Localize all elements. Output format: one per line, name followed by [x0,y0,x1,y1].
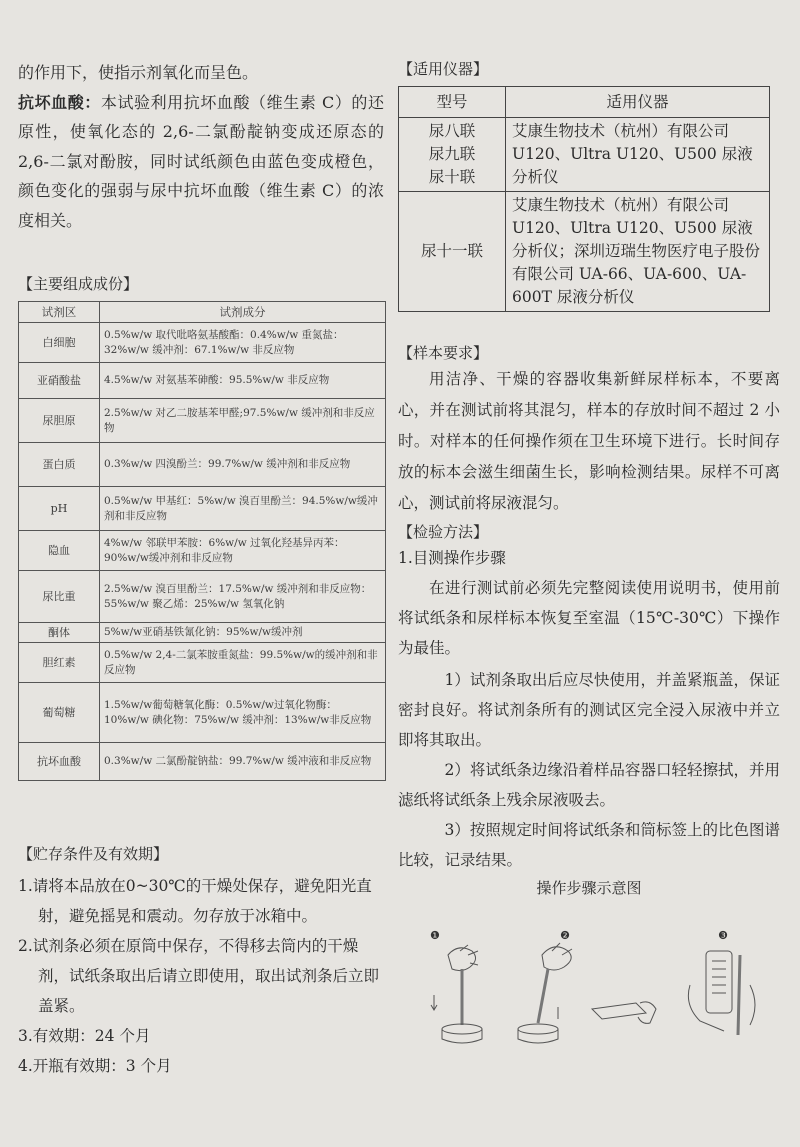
table-row [19,399,386,443]
instrument-heading: 【适用仪器】 [398,60,489,78]
operation-diagram-svg [420,925,770,1050]
table-row [399,118,770,192]
vitamin-c-paragraph [18,88,384,236]
reagent-value: 2.5%w/w 对乙二胺基苯甲醛;97.5%w/w 缓冲剂和非反应物 [100,399,386,443]
storage-item: 3.有效期：24 个月 [18,1027,151,1045]
reagent-name: 胆红素 [19,643,100,683]
reagent-name: 酮体 [19,623,100,643]
model-cell: 尿十一联 [399,192,506,312]
table-row [19,571,386,623]
instrument-cell: 艾康生物技术（杭州）有限公司 U120、Ultra U120、U500 尿液分析仪 [506,118,770,192]
reagent-name: 隐血 [19,531,100,571]
storage-item: 4.开瓶有效期：3 个月 [18,1057,172,1075]
reagent-value: 5%w/w亚硝基铁氰化钠：95%w/w缓冲剂 [100,623,386,643]
diagram-caption: 操作步骤示意图 [536,879,642,897]
method-step: 1）试剂条取出后应尽快使用，并盖紧瓶盖，保证密封良好。将试剂条所有的测试区完全浸入尿液中并立即将其取出。 [398,671,780,749]
table-row [19,323,386,363]
intro-line: 的作用下，使指示剂氧化而呈色。 [18,63,259,82]
reagent-name: 蛋白质 [19,443,100,487]
table-row [19,643,386,683]
method-intro: 在进行测试前必须先完整阅读使用说明书，使用前将试纸条和尿样标本恢复至室温（15℃-30℃）下操作为最佳。 [398,579,780,657]
instrument-header-model: 型号 [399,87,506,118]
reagent-value: 1.5%w/w葡萄糖氧化酶：0.5%w/w过氧化物酶：10%w/w 碘化物：75%w/w 缓冲剂：13%w/w非反应物 [100,683,386,743]
step-1-illustration [431,945,482,1043]
table-row [19,487,386,531]
vitamin-c-text: 本试验利用抗坏血酸（维生素 C）的还原性，使氧化态的 2,6-二氯酚靛钠变成还原态的 2,6-二氯对酚胺，同时试纸颜色由蓝色变成橙色，颜色变化的强弱与尿中抗坏血酸（维生素 C）的浓度相关。 [18,92,384,230]
step-1-label: ❶ [430,929,440,942]
method-step: 2）将试纸条边缘沿着样品容器口轻轻擦拭，并用滤纸将试纸条上残余尿液吸去。 [398,761,780,809]
reagent-name: 亚硝酸盐 [19,363,100,399]
table-row [19,683,386,743]
composition-table [18,301,386,781]
table-row [399,192,770,312]
reagent-value: 0.3%w/w 四溴酚兰：99.7%w/w 缓冲剂和非反应物 [100,443,386,487]
sample-heading: 【样本要求】 [398,344,489,362]
reagent-value: 0.5%w/w 甲基红：5%w/w 溴百里酚兰：94.5%w/w缓冲剂和非反应物 [100,487,386,531]
reagent-value: 4%w/w 邻联甲苯胺：6%w/w 过氧化羟基异丙苯：90%w/w缓冲剂和非反应物 [100,531,386,571]
table-row [19,623,386,643]
reagent-name: 尿胆原 [19,399,100,443]
table-row [19,443,386,487]
instrument-cell: 艾康生物技术（杭州）有限公司 U120、Ultra U120、U500 尿液分析仪；深圳迈瑞生物医疗电子股份有限公司 UA-66、UA-600、UA-600T 尿液分析仪 [506,192,770,312]
step-2-label: ❷ [560,929,570,942]
reagent-name: 白细胞 [19,323,100,363]
model-cell: 尿八联 尿九联 尿十联 [399,118,506,192]
reagent-value: 2.5%w/w 溴百里酚兰：17.5%w/w 缓冲剂和非反应物：55%w/w 聚乙烯：25%w/w 氢氧化钠 [100,571,386,623]
storage-item: 1.请将本品放在0~30℃的干燥处保存，避免阳光直射，避免摇晃和震动。勿存放于冰箱中。 [18,877,372,925]
composition-header-name: 试剂区 [19,302,100,323]
sample-text: 用洁净、干燥的容器收集新鲜尿样标本，不要离心，并在测试前将其混匀，样本的存放时间不超过 2 小时。对样本的任何操作须在卫生环境下进行。长时间存放的标本会滋生细菌生长，影响检测结果。尿样不可离心，测试前将尿液混匀。 [398,370,780,512]
step-2-illustration [518,943,656,1043]
method-heading: 【检验方法】 [398,523,489,541]
instrument-table [398,86,770,312]
reagent-value: 0.3%w/w 二氯酚靛钠盐：99.7%w/w 缓冲液和非反应物 [100,743,386,781]
reagent-name: 抗坏血酸 [19,743,100,781]
storage-heading: 【贮存条件及有效期】 [18,845,169,863]
vitamin-c-label: 抗坏血酸： [18,92,101,112]
instrument-header-device: 适用仪器 [506,87,770,118]
composition-header-value: 试剂成分 [100,302,386,323]
method-step: 3）按照规定时间将试纸条和筒标签上的比色图谱比较，记录结果。 [398,821,780,869]
operation-diagram [420,925,770,1050]
table-row [19,363,386,399]
method-subheading: 1.目测操作步骤 [398,549,506,567]
reagent-value: 0.5%w/w 2,4-二氯苯胺重氮盐：99.5%w/w的缓冲剂和非反应物 [100,643,386,683]
reagent-name: 尿比重 [19,571,100,623]
right-column [398,58,780,901]
storage-item: 2.试剂条必须在原筒中保存，不得移去筒内的干燥剂，试纸条取出后请立即使用，取出试剂条后立即盖紧。 [18,937,380,1015]
reagent-name: pH [19,487,100,531]
left-column [18,58,384,1081]
composition-header-row [19,302,386,323]
reagent-value: 4.5%w/w 对氨基苯砷酸：95.5%w/w 非反应物 [100,363,386,399]
table-row [19,743,386,781]
instrument-header-row [399,87,770,118]
composition-heading: 【主要组成成份】 [18,275,139,293]
step-3-illustration [688,951,755,1035]
table-row [19,531,386,571]
reagent-name: 葡萄糖 [19,683,100,743]
step-3-label: ❸ [718,929,728,942]
reagent-value: 0.5%w/w 取代吡咯氨基酸酯：0.4%w/w 重氮盐：32%w/w 缓冲剂：67.1%w/w 非反应物 [100,323,386,363]
